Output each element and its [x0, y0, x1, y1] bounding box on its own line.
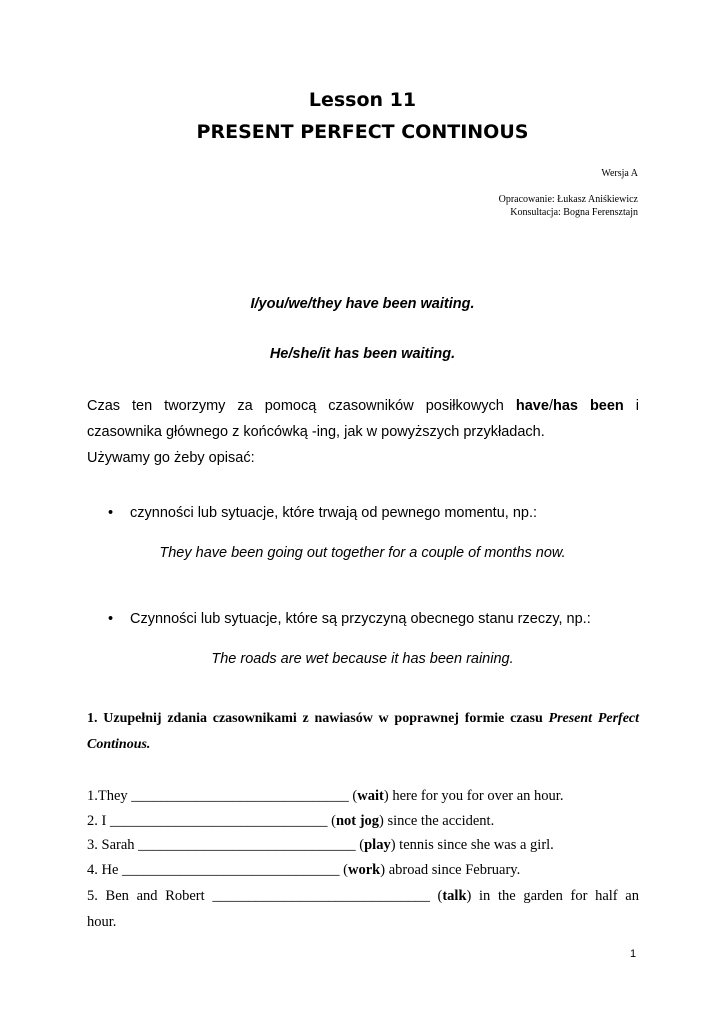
- use-item-text: Czynności lub sytuacje, które są przyczyną obecnego stanu rzeczy, np.:: [130, 611, 591, 627]
- item-rest: tennis since she was a girl.: [395, 837, 554, 853]
- use-example-2: The roads are wet because it has been raining.: [211, 651, 514, 667]
- use-item-2: [108, 611, 648, 627]
- verb-hint: work: [348, 862, 381, 878]
- example-plural: I/you/we/they have been waiting.: [250, 296, 475, 312]
- exercise-item-5-continuation: hour.: [87, 914, 117, 930]
- explanation-line-3: Używamy go żeby opisać:: [87, 450, 255, 466]
- tense-name: Present Perfect Continous.: [87, 711, 640, 752]
- author-credit: Opracowanie: Łukasz Aniśkiewicz: [498, 194, 638, 205]
- item-rest: abroad since February.: [385, 862, 521, 878]
- verb-hint: play: [364, 837, 391, 853]
- answer-blank[interactable]: ______________________________: [122, 862, 340, 878]
- paren-close: ): [380, 862, 386, 878]
- paren-open: (: [355, 837, 365, 853]
- use-example-1: They have been going out together for a couple of months now.: [159, 545, 566, 561]
- exercise-item-3: [87, 832, 639, 858]
- consultant-credit: Konsultacja: Bogna Ferensztajn: [510, 207, 638, 218]
- verb-hint: not jog: [335, 813, 380, 829]
- item-rest: since the accident.: [383, 813, 495, 829]
- exercise-item-1: [87, 783, 639, 809]
- paren-close: ): [466, 888, 472, 904]
- bullet-icon: •: [108, 611, 114, 627]
- paren-open: (: [327, 813, 336, 829]
- topic-title: PRESENT PERFECT CONTINOUS: [196, 121, 529, 143]
- example-singular: He/she/it has been waiting.: [269, 346, 456, 362]
- use-item-text: czynności lub sytuacje, które trwają od pewnego momentu, np.:: [130, 505, 538, 521]
- use-item-1: [108, 505, 648, 521]
- answer-blank[interactable]: ______________________________: [212, 888, 430, 904]
- lesson-title: Lesson 11: [308, 89, 417, 111]
- item-prefix: 2. I: [87, 813, 110, 829]
- explanation-text-end: i: [623, 398, 640, 414]
- explanation-line-2: czasownika głównego z końcówką -ing, jak w powyższych przykładach.: [87, 424, 545, 440]
- paren-open: (: [429, 888, 443, 904]
- paren-close: ): [379, 813, 384, 829]
- version-label: Wersja A: [601, 168, 638, 179]
- item-prefix: 1.They: [87, 788, 132, 804]
- exercise-item-4: [87, 857, 639, 883]
- item-prefix: 3. Sarah: [87, 837, 139, 853]
- auxiliary-have: have: [515, 398, 549, 414]
- exercise-instruction: [87, 706, 639, 758]
- explanation-line-1: [87, 393, 639, 419]
- item-prefix: 4. He: [87, 862, 123, 878]
- paren-close: ): [390, 837, 396, 853]
- auxiliary-has-been: has been: [552, 398, 624, 414]
- item-rest: in the garden for half an: [471, 888, 639, 904]
- page-number: 1: [630, 948, 637, 960]
- answer-blank[interactable]: ______________________________: [131, 788, 349, 804]
- instruction-text: 1. Uzupełnij zdania czasownikami z nawiasów w poprawnej formie czasu: [87, 711, 549, 726]
- paren-open: (: [339, 862, 349, 878]
- item-prefix: 5. Ben and Robert: [87, 888, 213, 904]
- paren-open: (: [348, 788, 358, 804]
- answer-blank[interactable]: ______________________________: [138, 837, 356, 853]
- verb-hint: talk: [442, 888, 467, 904]
- item-rest: here for you for over an hour.: [388, 788, 564, 804]
- verb-hint: wait: [357, 788, 384, 804]
- paren-close: ): [383, 788, 389, 804]
- exercise-item-2: [87, 808, 639, 834]
- exercise-item-5: [87, 883, 639, 909]
- explanation-text: Czas ten tworzymy za pomocą czasowników posiłkowych: [87, 398, 516, 414]
- answer-blank[interactable]: ______________________________: [109, 813, 328, 829]
- slash: /: [548, 398, 553, 414]
- bullet-icon: •: [108, 505, 114, 521]
